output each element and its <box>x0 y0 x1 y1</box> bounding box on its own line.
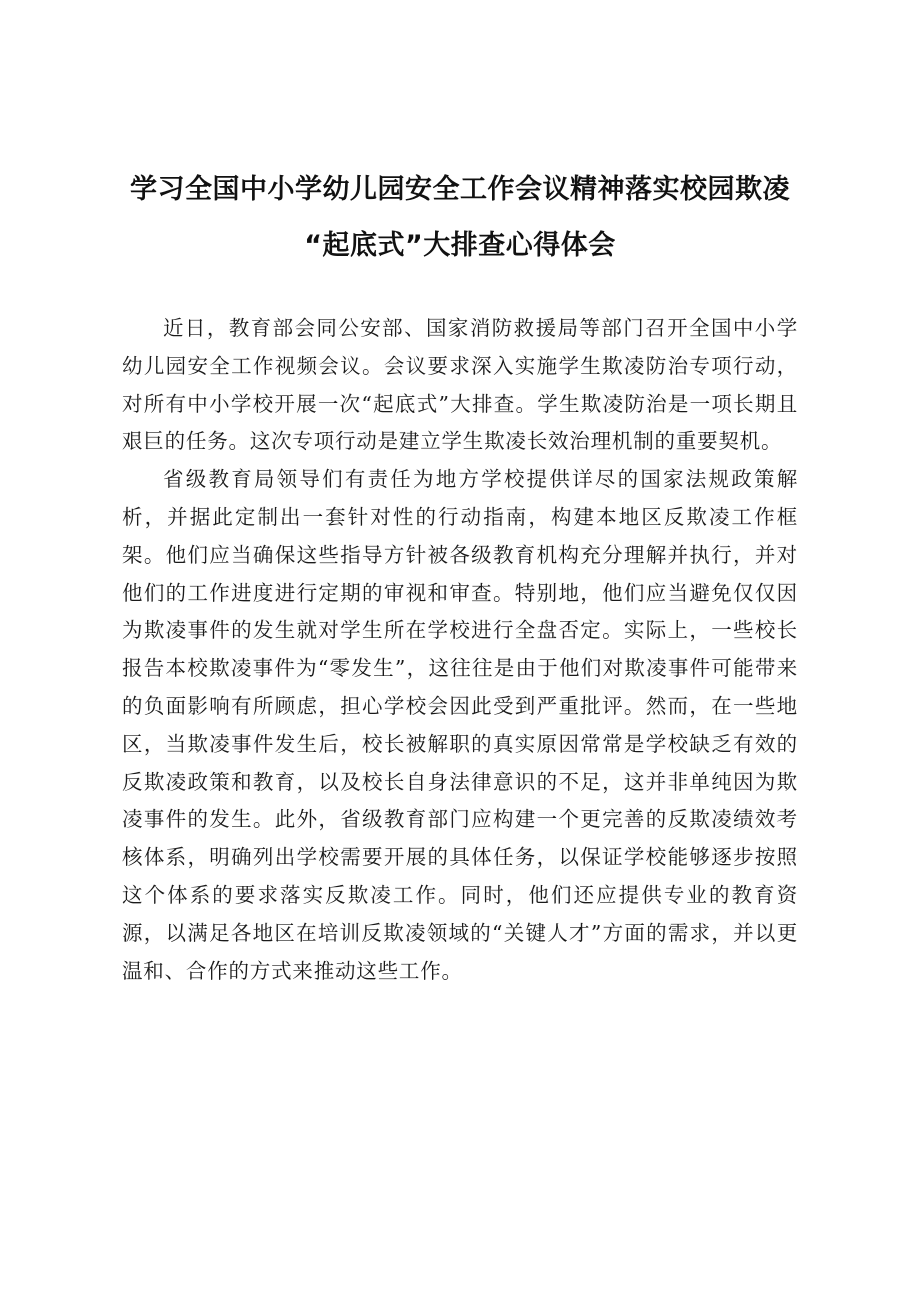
paragraph-1: 近日，教育部会同公安部、国家消防救援局等部门召开全国中小学幼儿园安全工作视频会议。会议要求深入实施学生欺凌防治专项行动，对所有中小学校开展一次“起底式”大排查。学生欺凌防治是一项长期且艰巨的任务。这次专项行动是建立学生欺凌长效治理机制的重要契机。 <box>122 316 798 454</box>
document-body <box>122 310 798 990</box>
document-title-line-2: “起底式”大排查心得体会 <box>304 230 616 261</box>
paragraph-2: 省级教育局领导们有责任为地方学校提供详尽的国家法规政策解析，并据此定制出一套针对性的行动指南，构建本地区反欺凌工作框架。他们应当确保这些指导方针被各级教育机构充分理解并执行，并对他们的工作进度进行定期的审视和审查。特别地，他们应当避免仅仅因为欺凌事件的发生就对学生所在学校进行全盘否定。实际上，一些校长报告本校欺凌事件为“零发生”，这往往是由于他们对欺凌事件可能带来的负面影响有所顾虑，担心学校会因此受到严重批评。然而，在一些地区，当欺凌事件发生后，校长被解职的真实原因常常是学校缺乏有效的反欺凌政策和教育，以及校长自身法律意识的不足，这并非单纯因为欺凌事件的发生。此外，省级教育部门应构建一个更完善的反欺凌绩效考核体系，明确列出学校需要开展的具体任务，以保证学校能够逐步按照这个体系的要求落实反欺凌工作。同时，他们还应提供专业的教育资源，以满足各地区在培训反欺凌领域的“关键人才”方面的需求，并以更温和、合作的方式来推动这些工作。 <box>122 467 798 983</box>
document-title-line-1: 学习全国中小学幼儿园安全工作会议精神落实校园欺凌 <box>130 174 790 205</box>
